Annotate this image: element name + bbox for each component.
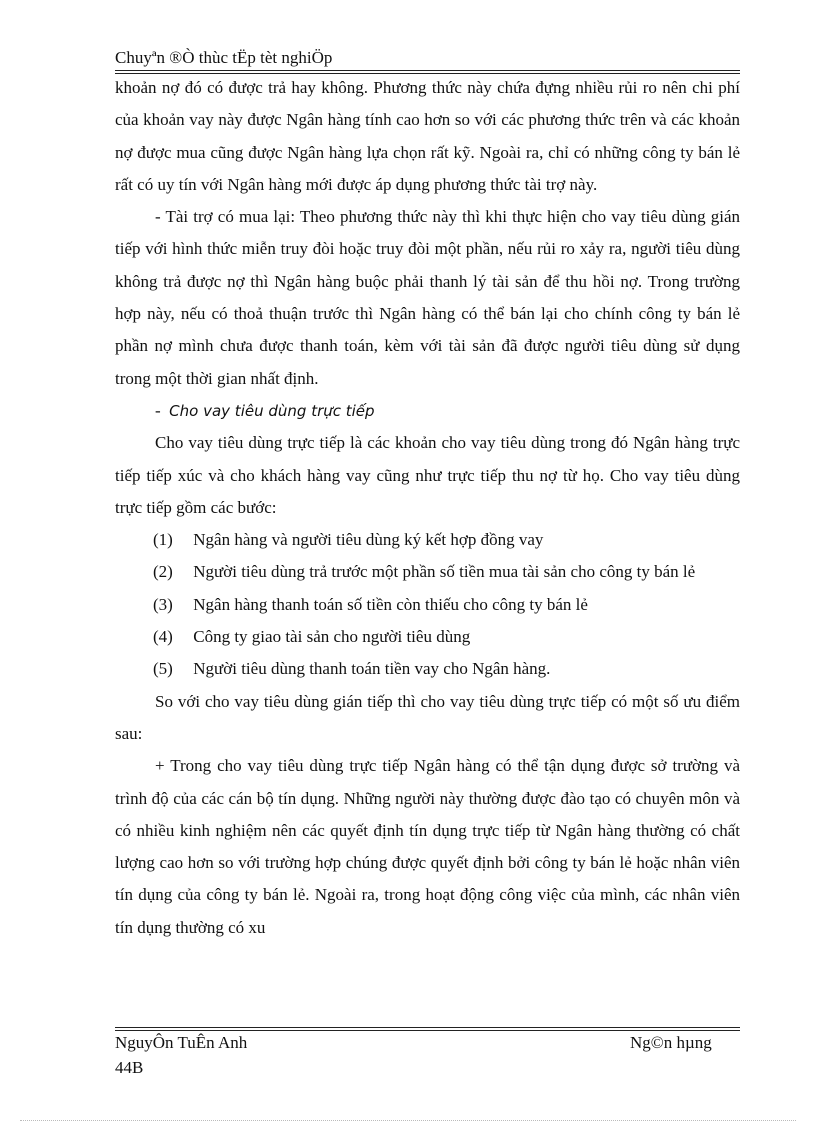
list-text: Ngân hàng và người tiêu dùng ký kết hợp đồng vay [193, 530, 544, 550]
paragraph-4: So với cho vay tiêu dùng gián tiếp thì cho vay tiêu dùng trực tiếp có một số ưu điểm sau: [115, 691, 740, 743]
list-item [115, 621, 740, 653]
page-bottom-border [20, 1120, 796, 1121]
list-number: (5) [153, 659, 173, 679]
page-header-title: Chuyªn ®Ò thùc tËp tèt nghiÖp [115, 48, 333, 67]
footer-major: Ng©n hµng [630, 1033, 712, 1052]
heading-dash: - [155, 400, 161, 420]
list-text: Công ty giao tài sản cho người tiêu dùng [193, 627, 471, 647]
footer-class: 44B [115, 1058, 144, 1077]
list-text: Ngân hàng thanh toán số tiền còn thiếu cho công ty bán lẻ [193, 594, 588, 614]
list-item [115, 524, 740, 556]
document-body [115, 72, 740, 944]
list-number: (2) [153, 562, 173, 582]
paragraph-3: Cho vay tiêu dùng trực tiếp là các khoản cho vay tiêu dùng trong đó Ngân hàng trực tiếp tiếp xúc và cho khách hàng vay cũng như trực tiếp thu nợ từ họ. Cho vay tiêu dùng trực tiếp gồm các bước: [115, 433, 740, 517]
list-number: (4) [153, 627, 173, 647]
list-item [115, 556, 740, 588]
list-text: Người tiêu dùng thanh toán tiền vay cho Ngân hàng. [193, 659, 551, 679]
heading-text: Cho vay tiêu dùng trực tiếp [169, 401, 375, 420]
paragraph-2: - Tài trợ có mua lại: Theo phương thức này thì khi thực hiện cho vay tiêu dùng gián tiếp với hình thức miễn truy đòi hoặc truy đòi một phần, nếu rủi ro xảy ra, người tiêu dùng không trả được nợ thì Ngân hàng buộc phải thanh lý tài sản để thu hồi nợ. Trong trường hợp này, nếu có thoả thuận trước thì Ngân hàng có thể bán lại cho chính công ty bán lẻ phần nợ mình chưa được thanh toán, kèm với tài sản đã được người tiêu dùng sử dụng trong một thời gian nhất định. [115, 207, 740, 388]
list-text: Người tiêu dùng trả trước một phần số tiền mua tài sản cho công ty bán lẻ [193, 562, 696, 582]
list-item [115, 589, 740, 621]
paragraph-5: + Trong cho vay tiêu dùng trực tiếp Ngân hàng có thể tận dụng được sở trường và trình độ của các cán bộ tín dụng. Những người này thường được đào tạo có chuyên môn và có nhiều kinh nghiệm nên các quyết định tín dụng trực tiếp từ Ngân hàng thường có chất lượng cao hơn so với trường hợp chúng được quyết định bởi công ty bán lẻ hoặc nhân viên tín dụng của công ty bán lẻ. Ngoài ra, trong hoạt động công việc của mình, các nhân viên tín dụng thường có xu [115, 756, 740, 937]
paragraph-1: khoản nợ đó có được trả hay không. Phương thức này chứa đựng nhiều rủi ro nên chi phí của khoản vay này được Ngân hàng tính cao hơn so với các phương thức trên và các khoản nợ được mua cũng được Ngân hàng lựa chọn rất kỹ. Ngoài ra, chỉ có những công ty bán lẻ rất có uy tín với Ngân hàng mới được áp dụng phương thức tài trợ này. [115, 78, 740, 194]
list-number: (1) [153, 530, 173, 550]
footer-author: NguyÔn TuÊn Anh [115, 1033, 248, 1052]
list-number: (3) [153, 594, 173, 614]
section-heading [115, 395, 740, 427]
footer-rule [115, 1027, 740, 1031]
list-item [115, 653, 740, 685]
